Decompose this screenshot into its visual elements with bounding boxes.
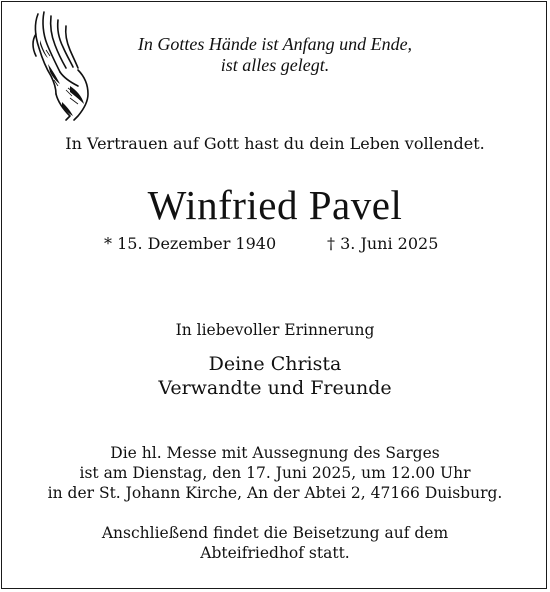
remembrance-text: In liebevoller Erinnerung	[175, 321, 375, 339]
service-info	[0, 443, 550, 503]
motto-line-2: ist alles gelegt.	[220, 55, 330, 75]
intro-text: In Vertrauen auf Gott hast du dein Leben vollendet.	[65, 134, 485, 153]
service-line-3: in der St. Johann Kirche, An der Abtei 2, 47166 Duisburg.	[47, 484, 503, 502]
death-date: † 3. Juni 2025	[327, 234, 439, 253]
service-line-1: Die hl. Messe mit Aussegnung des Sarges	[110, 444, 440, 462]
motto-line-1: In Gottes Hände ist Anfang und Ende,	[137, 34, 413, 54]
birth-date: * 15. Dezember 1940	[104, 234, 277, 253]
motto-verse	[100, 34, 450, 76]
praying-hands-icon	[26, 10, 102, 122]
burial-line-1: Anschließend findet die Beisetzung auf dem	[101, 524, 449, 542]
burial-info	[0, 523, 550, 563]
mourners-line-1: Deine Christa	[208, 353, 342, 375]
burial-line-2: Abteifriedhof statt.	[200, 544, 350, 562]
mourners-line-2: Verwandte und Freunde	[158, 377, 392, 399]
deceased-name: Winfried Pavel	[147, 182, 403, 228]
service-line-2: ist am Dienstag, den 17. Juni 2025, um 12.00 Uhr	[79, 464, 471, 482]
mourners	[0, 352, 550, 400]
